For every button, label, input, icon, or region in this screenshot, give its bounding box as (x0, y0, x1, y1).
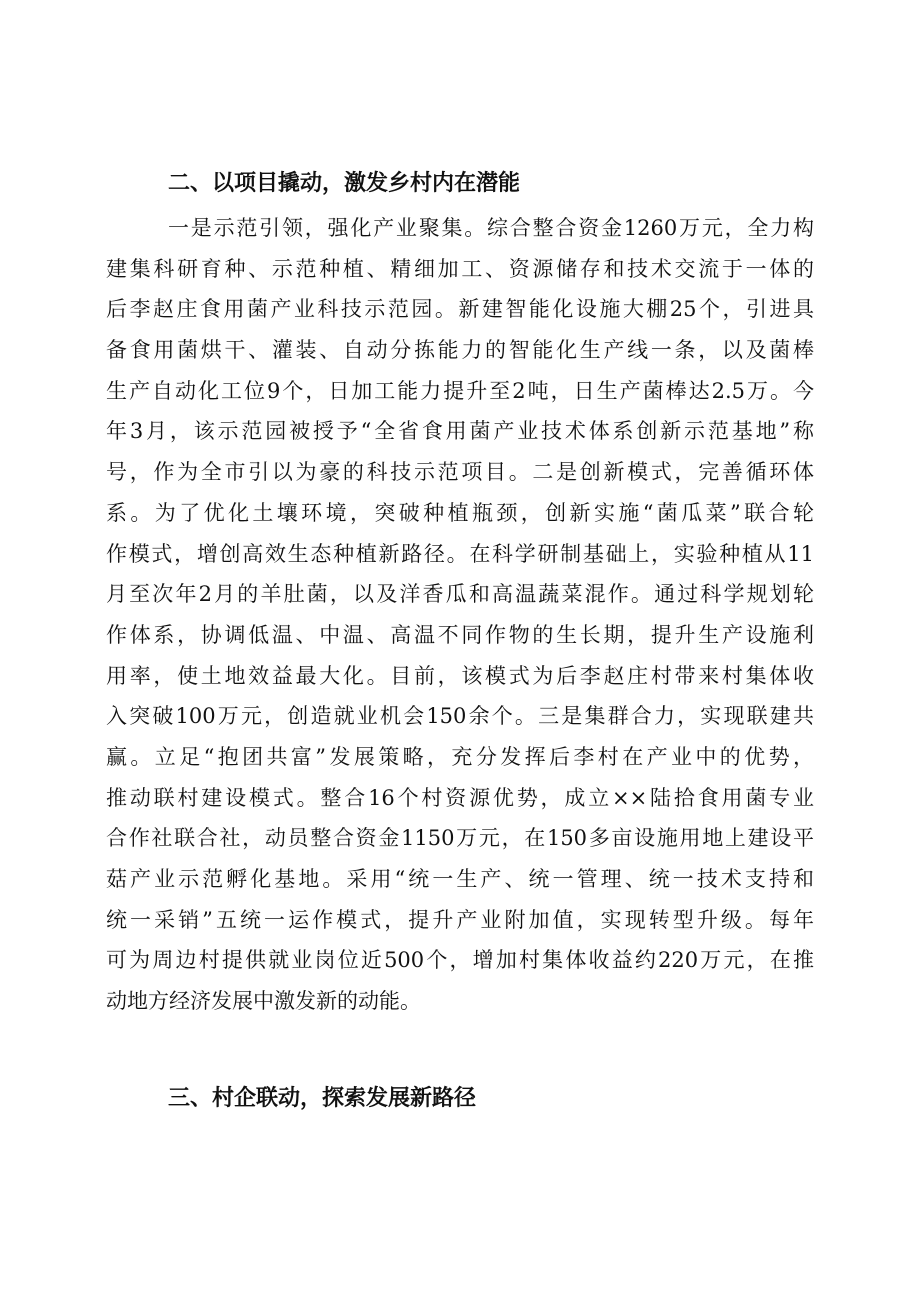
section-2-paragraph (106, 208, 814, 1022)
paragraph-line: 合作社联合社，动员整合资金1150万元，在150多亩设施用地上建设平 (106, 826, 814, 851)
paragraph-line: 动地方经济发展中激发新的动能。 (106, 989, 421, 1014)
paragraph-line: 生产自动化工位9个，日加工能力提升至2吨，日生产菌棒达2.5万。今 (106, 378, 814, 403)
section-heading-2: 二、以项目撬动，激发乡村内在潜能 (168, 171, 521, 196)
paragraph-line: 菇产业示范孵化基地。采用“统一生产、统一管理、统一技术支持和 (106, 867, 814, 891)
paragraph-line: 系。为了优化土壤环境，突破种植瓶颈，创新实施“菌瓜菜”联合轮 (106, 500, 814, 525)
paragraph-line: 作模式，增创高效生态种植新路径。在科学研制基础上，实验种植从11 (106, 541, 814, 566)
paragraph-line: 可为周边村提供就业岗位近500个，增加村集体收益约220万元，在推 (106, 948, 814, 973)
paragraph-line: 备食用菌烘干、灌装、自动分拣能力的智能化生产线一条，以及菌棒 (106, 338, 814, 363)
paragraph-line: 作体系，协调低温、中温、高温不同作物的生长期，提升生产设施利 (106, 622, 814, 647)
paragraph-line: 后李赵庄食用菌产业科技示范园。新建智能化设施大棚25个，引进具 (106, 297, 814, 322)
paragraph-line: 月至次年2月的羊肚菌，以及洋香瓜和高温蔬菜混作。通过科学规划轮 (106, 582, 814, 607)
paragraph-line: 赢。立足“抱团共富”发展策略，充分发挥后李村在产业中的优势， (106, 744, 814, 769)
paragraph-line: 一是示范引领，强化产业聚集。综合整合资金1260万元，全力构 (168, 216, 814, 240)
section-heading-3: 三、村企联动，探索发展新路径 (168, 1086, 477, 1111)
paragraph-line: 用率，使土地效益最大化。目前，该模式为后李赵庄村带来村集体收 (106, 663, 814, 688)
paragraph-line: 号，作为全市引以为豪的科技示范项目。二是创新模式，完善循环体 (106, 460, 814, 485)
paragraph-line: 建集科研育种、示范种植、精细加工、资源储存和技术交流于一体的 (106, 256, 814, 281)
paragraph-line: 年3月，该示范园被授予“全省食用菌产业技术体系创新示范基地”称 (106, 419, 814, 444)
paragraph-line: 统一采销”五统一运作模式，提升产业附加值，实现转型升级。每年 (106, 907, 814, 932)
paragraph-line: 入突破100万元，创造就业机会150余个。三是集群合力，实现联建共 (106, 704, 814, 729)
paragraph-line: 推动联村建设模式。整合16个村资源优势，成立××陆拾食用菌专业 (106, 785, 814, 810)
